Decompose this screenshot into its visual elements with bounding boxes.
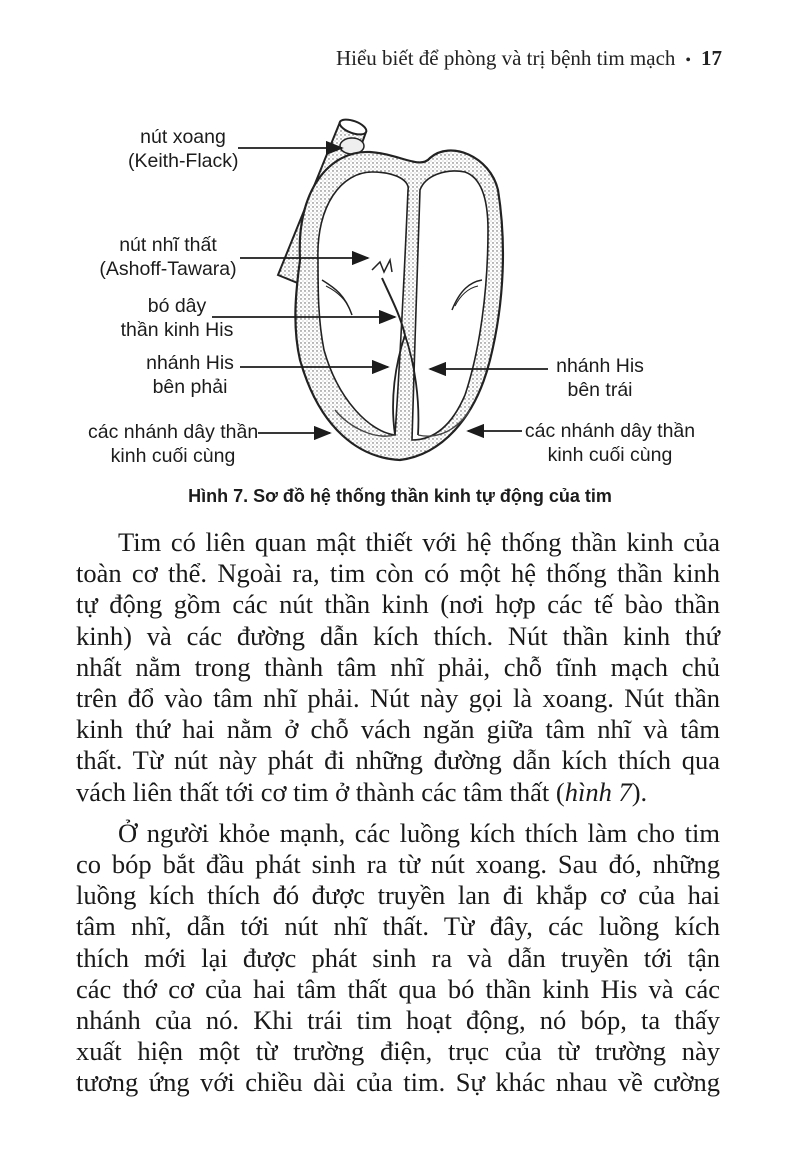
paragraph-1-last-line-prefix: vách liên thất tới cơ tim ở thành các tâm thất ( (76, 776, 565, 807)
label-left-his-branch-line2: bên trái (567, 379, 633, 401)
label-av-node (96, 233, 240, 281)
paragraph-1-line: tự động gồm các nút thần kinh (nơi hợp các tế bào thần (76, 589, 720, 620)
body-text (76, 527, 720, 1109)
label-terminal-branches-left (88, 420, 258, 468)
paragraph-1-last-line (76, 777, 720, 808)
label-av-node-line1: nút nhĩ thất (119, 234, 217, 256)
paragraph-2-line: co bóp bắt đầu phát sinh ra từ nút xoang. Sau đó, những (76, 849, 720, 880)
label-av-node-line2: (Ashoff-Tawara) (99, 258, 237, 280)
label-his-bundle-line1: bó dây (147, 295, 207, 317)
paragraph-2-line: thích mới lại được phát sinh ra và dẫn truyền tới tận (76, 942, 720, 973)
paragraph-1-line: toàn cơ thể. Ngoài ra, tim còn có một hệ thống thần kinh (76, 558, 720, 589)
label-terminal-branches-right (524, 419, 696, 467)
label-right-his-branch (140, 351, 240, 399)
paragraph-2-line: các thớ cơ của hai tâm thất qua bó thần kinh His và các (76, 973, 720, 1004)
label-right-his-branch-line1: nhánh His (146, 352, 234, 374)
paragraph-2-line: xuất hiện một từ trường điện, trục của từ trường này (76, 1036, 720, 1067)
label-left-his-branch (550, 354, 650, 402)
figure-caption: Hình 7. Sơ đồ hệ thống thần kinh tự động của tim (188, 486, 612, 506)
label-his-bundle-line2: thần kinh His (120, 319, 234, 341)
label-terminal-branches-right-line1: các nhánh dây thần (524, 420, 696, 442)
label-his-bundle (112, 294, 242, 342)
label-right-his-branch-line2: bên phải (152, 376, 228, 398)
header-title: Hiểu biết để phòng và trị bệnh tim mạch (335, 46, 676, 70)
label-terminal-branches-left-line1: các nhánh dây thần (88, 421, 259, 443)
heart-conduction-figure (0, 110, 800, 480)
paragraph-1-line: Tim có liên quan mật thiết với hệ thống thần kinh của (118, 527, 720, 557)
label-terminal-branches-right-line2: kinh cuối cùng (547, 444, 673, 466)
label-sinus-node-line1: nút xoang (140, 126, 226, 148)
figure-reference: hình 7 (564, 776, 632, 807)
header-bullet: • (685, 52, 691, 69)
paragraph-2-line: Ở người khỏe mạnh, các luồng kích thích làm cho tim (118, 817, 720, 848)
running-header (336, 46, 722, 76)
label-sinus-node (128, 125, 238, 173)
label-terminal-branches-left-line2: kinh cuối cùng (110, 445, 236, 467)
paragraph-2-line: tâm nhĩ, dẫn tới nút nhĩ thất. Từ đây, các luồng kích (76, 911, 720, 942)
paragraph-1-line: kinh) và các đường dẫn kích thích. Nút thần kinh thứ (76, 620, 720, 651)
paragraph-1-line: trên đổ vào tâm nhĩ phải. Nút này gọi là xoang. Nút thần (76, 683, 720, 714)
paragraph-1-last-line-suffix: ). (631, 776, 648, 807)
paragraph-1-line: thất. Từ nút này phát đi những đường dẫn kích thích qua (76, 745, 720, 776)
paragraph-2-line: tương ứng với chiều dài của tim. Sự khác nhau về cường (76, 1067, 720, 1098)
page-number: 17 (701, 46, 722, 70)
paragraph-1-line: nhất nằm trong thành tâm nhĩ phải, chỗ tĩnh mạch chủ (76, 651, 720, 682)
paragraph-2-line: luồng kích thích đó được truyền lan đi khắp cơ của hai (76, 880, 720, 911)
label-left-his-branch-line1: nhánh His (556, 355, 644, 377)
paragraph-1 (76, 527, 720, 808)
label-sinus-node-line2: (Keith-Flack) (128, 150, 239, 172)
paragraph-2-line: nhánh của nó. Khi trái tim hoạt động, nó bóp, ta thấy (76, 1005, 720, 1036)
paragraph-2 (76, 818, 720, 1099)
paragraph-1-line: kinh thứ hai nằm ở chỗ vách ngăn giữa tâm nhĩ và tâm (76, 714, 720, 745)
heart-outline (295, 151, 503, 460)
